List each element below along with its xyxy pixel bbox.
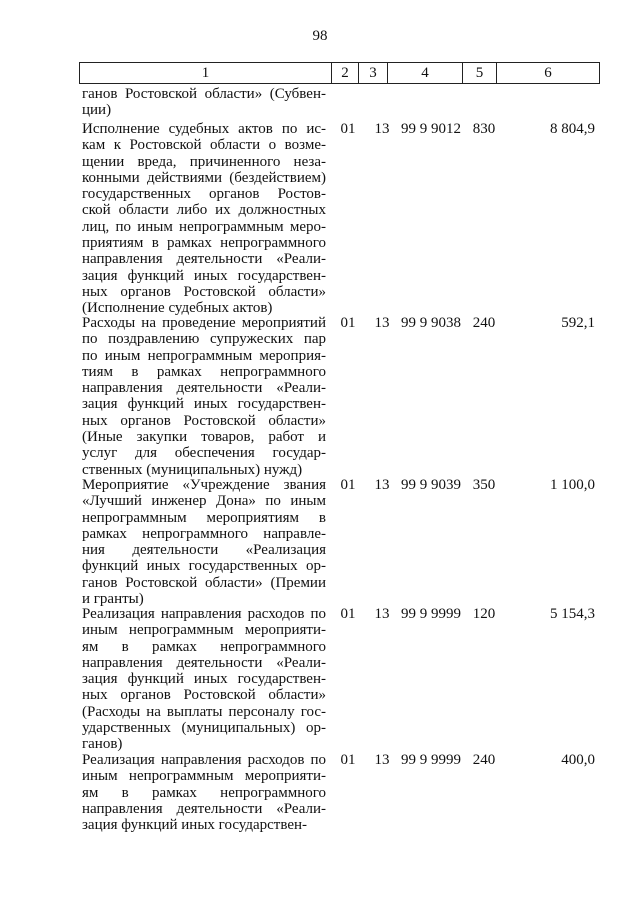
text-line: рамках непрограммного направле- (82, 525, 326, 542)
table-row-description (82, 752, 326, 833)
text-line: направления деятельности «Реали- (82, 654, 326, 671)
text-line: по поздравлению супружеских пар (82, 331, 326, 348)
text-line: непрограммным мероприятиям в (82, 509, 326, 526)
text-line: ции) (82, 102, 112, 119)
text-line: ных органов Ростовской области» (82, 412, 326, 429)
text-line: ганов Ростовской области» (Премии (82, 574, 326, 591)
amount-value: 8 804,9 (550, 121, 595, 137)
text-line: ных органов Ростовской области» (82, 687, 326, 704)
text-line: иным непрограммным мероприяти- (82, 768, 326, 785)
section-code: 01 (340, 477, 356, 493)
text-line: ударственных (муниципальных) ор- (82, 720, 326, 737)
text-line: услуг для обеспечения государ- (82, 445, 326, 462)
section-code: 01 (340, 315, 356, 331)
text-line: направления деятельности «Реали- (82, 380, 326, 397)
table-row-description (82, 121, 326, 317)
text-line: (Исполнение судебных актов) (82, 300, 273, 317)
text-line: лиц, по иным непрограммным меро- (82, 218, 326, 235)
text-line: щении вреда, причиненного неза- (82, 153, 326, 170)
text-line: «Лучший инженер Дона» по иным (82, 493, 326, 510)
text-line: ганов Ростовской области» (Субвен- (82, 86, 326, 102)
expense-type-code: 240 (472, 315, 496, 331)
continued-row-text (82, 86, 326, 119)
text-line: (Иные закупки товаров, работ и (82, 429, 326, 446)
table-row-description (82, 315, 326, 478)
text-line: ганов) (82, 736, 123, 753)
table-row-description (82, 606, 326, 753)
text-line: ям в рамках непрограммного (82, 638, 326, 655)
text-line: Реализация направления расходов по (82, 752, 326, 768)
text-line: (Расходы на выплаты персоналу гос- (82, 703, 326, 720)
text-line: Реализация направления расходов по (82, 606, 326, 622)
amount-value: 592,1 (561, 315, 595, 331)
subsection-code: 13 (374, 315, 390, 331)
target-article-code: 99 9 9999 (401, 606, 461, 622)
text-line: тиям в рамках непрограммного (82, 363, 326, 380)
target-article-code: 99 9 9012 (401, 121, 461, 137)
text-line: и гранты) (82, 591, 144, 608)
text-line: Исполнение судебных актов по ис- (82, 121, 326, 137)
text-line: Расходы на проведение мероприятий (82, 315, 326, 331)
header-col-2: 2 (332, 63, 359, 83)
section-code: 01 (340, 606, 356, 622)
text-line: конными действиями (бездействием) (82, 169, 326, 186)
text-line: зация функций иных государствен- (82, 817, 308, 834)
amount-value: 5 154,3 (550, 606, 595, 622)
text-line: направления деятельности «Реали- (82, 800, 326, 817)
target-article-code: 99 9 9038 (401, 315, 461, 331)
text-line: ям в рамках непрограммного (82, 784, 326, 801)
page-number: 98 (312, 28, 328, 44)
amount-value: 400,0 (561, 752, 595, 768)
header-col-1: 1 (80, 63, 332, 83)
text-line: зация функций иных государствен- (82, 396, 326, 413)
subsection-code: 13 (374, 477, 390, 493)
text-line: иным непрограммным мероприяти- (82, 622, 326, 639)
text-line: ской области либо их должностных (82, 202, 326, 219)
text-line: по иным непрограммным мероприя- (82, 347, 326, 364)
section-code: 01 (340, 121, 356, 137)
text-line: Мероприятие «Учреждение звания (82, 477, 326, 493)
header-col-3: 3 (359, 63, 388, 83)
text-line: ственных (муниципальных) нужд) (82, 461, 303, 478)
table-header (79, 62, 600, 84)
amount-value: 1 100,0 (550, 477, 595, 493)
subsection-code: 13 (374, 752, 390, 768)
header-col-4: 4 (388, 63, 463, 83)
expense-type-code: 120 (472, 606, 496, 622)
table-row-description (82, 477, 326, 607)
text-line: зация функций иных государствен- (82, 267, 326, 284)
text-line: ния деятельности «Реализация (82, 542, 326, 559)
header-col-6: 6 (544, 64, 552, 81)
text-line: приятиям в рамках непрограммного (82, 235, 326, 252)
subsection-code: 13 (374, 121, 390, 137)
expense-type-code: 350 (472, 477, 496, 493)
subsection-code: 13 (374, 606, 390, 622)
text-line: функций иных государственных ор- (82, 558, 326, 575)
text-line: кам к Ростовской области о возме- (82, 137, 326, 154)
text-line: государственных органов Ростов- (82, 186, 326, 203)
target-article-code: 99 9 9999 (401, 752, 461, 768)
section-code: 01 (340, 752, 356, 768)
target-article-code: 99 9 9039 (401, 477, 461, 493)
text-line: направления деятельности «Реали- (82, 251, 326, 268)
expense-type-code: 830 (472, 121, 496, 137)
header-col-5: 5 (463, 63, 497, 83)
text-line: ных органов Ростовской области» (82, 283, 326, 300)
text-line: зация функций иных государствен- (82, 671, 326, 688)
expense-type-code: 240 (472, 752, 496, 768)
